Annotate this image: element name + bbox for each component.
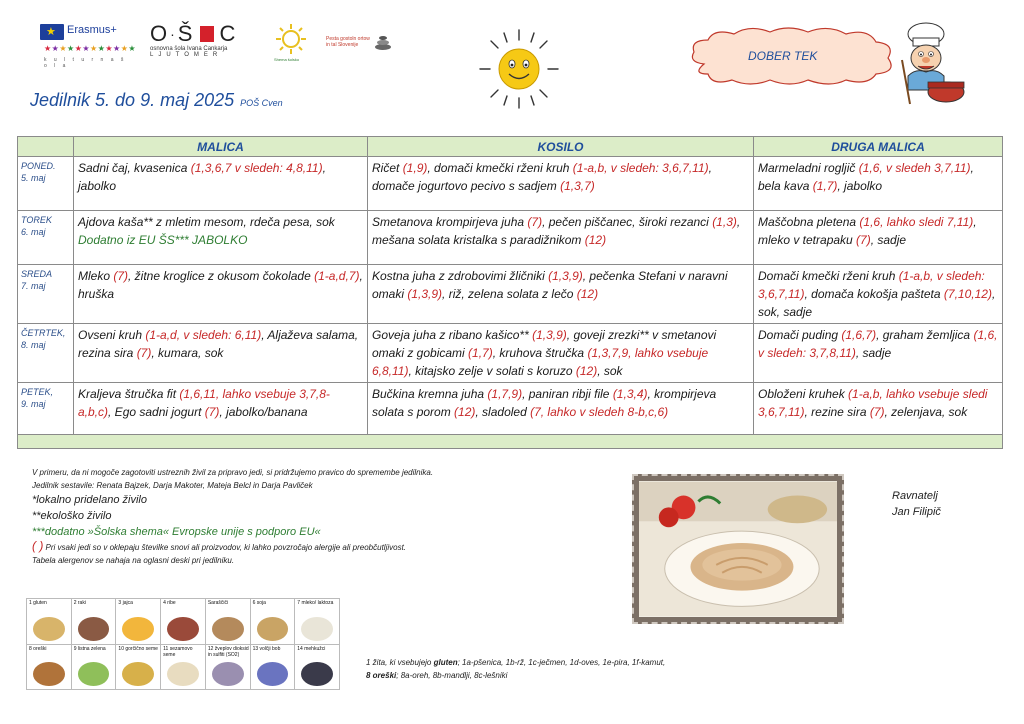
menu-cell-druga [754,211,1003,265]
dish-text: Domači puding [758,328,842,342]
note-eco: **ekološko živilo [32,510,112,522]
dish-text: , jabolko/banana [219,405,308,419]
allergen-food-icon [301,617,333,641]
allergen-cell [206,645,250,690]
menu-notes [32,466,592,567]
signature [892,488,941,520]
menu-day-name: TOREK [21,215,52,225]
menu-day-name: PONED. [21,161,56,171]
dish-text: , kumara, sok [151,346,224,360]
school-name: osnovna šola Ivana Cankarja [150,46,228,52]
allergen-food-icon [257,662,289,686]
menu-header-malica: MALICA [74,137,368,157]
dish-text: , pečenka Stefani v naravni omaki [372,269,728,301]
allergen-codes: (12) [584,233,607,247]
allergen-footnote [366,656,665,682]
allergen-food-icon [167,617,199,641]
menu-day-date: 5. maj [21,173,46,183]
chef-cartoon-icon [886,20,968,106]
dish-text: , mleko v tetrapaku [758,215,977,247]
menu-cell-kosilo [368,324,754,383]
allergen-cell [72,599,116,644]
menu-cell-malica [74,383,368,435]
allergen-codes: (1,6, lahko sledi 7,11) [859,215,974,229]
erasmus-stars-icon: ★★★★★★★★★★★★ [44,44,137,53]
signature-role: Ravnatelj [892,490,938,502]
note-local: *lokalno pridelano živilo [32,494,147,506]
menu-row [18,211,1003,265]
menu-cell-malica [74,211,368,265]
allergen-cell [116,645,160,690]
food-photo [632,474,844,624]
dish-text: , jabolko [78,161,326,193]
menu-cell-malica [74,265,368,324]
allergen-codes: (7) [856,233,871,247]
allergen-codes: (7) [113,269,129,283]
allergen-codes: (1,6, v sledeh 3,7,11) [858,161,971,175]
dish-text: , domače jogurtovo pecivo s sadjem [372,161,712,193]
allergen-codes: (1,7) [468,346,493,360]
menu-row [18,324,1003,383]
allergen-codes: (12) [575,364,598,378]
menu-day-cell [18,324,74,383]
menu-cell-kosilo [368,157,754,211]
dish-text: , domači kmečki rženi kruh [427,161,573,175]
dish-text: , bela kava [758,161,974,193]
allergen-food-icon [122,617,154,641]
allergen-food-icon [167,662,199,686]
menu-header-kosilo: KOSILO [368,137,754,157]
dish-text: , sadje [855,346,892,360]
menu-day-date: 7. maj [21,281,46,291]
erasmus-subtitle: k u l t u r n a š o l a [44,57,127,69]
signature-name: Jan Filipič [892,506,941,518]
allergen-label: 11 sezamovo seme [163,645,193,658]
erasmus-name: Erasmus+ [67,24,117,36]
dish-text: Obloženi kruhek [758,387,849,401]
dish-text: , graham žemljica [876,328,974,342]
dish-text: , pečen piščanec, široki rezanci [542,215,713,229]
pate-dish-photo [639,481,837,617]
allergen-codes: (1-a,b, v sledeh: 3,6,7,11) [758,269,985,301]
dish-text: , rezine sira [804,405,870,419]
note-allergen-info [32,540,592,554]
menu-header-day [18,137,74,157]
dish-text: Ajdova kaša** z mletim mesom, rdeča pesa, sok [78,215,335,229]
dish-text: Kostna juha z zdrobovimi žličniki [372,269,549,283]
allergen-food-icon [78,617,110,641]
tag-logo [326,22,396,62]
allergen-cell [251,599,295,644]
cloud-text: DOBER TEK [748,49,818,63]
dish-text: , sadje [870,233,907,247]
menu-row [18,383,1003,435]
menu-cell-kosilo [368,383,754,435]
allergen-label: 1 gluten [29,600,47,606]
menu-cell-druga [754,324,1003,383]
eu-addition-text: Dodatno iz EU ŠS*** JABOLKO [78,233,248,247]
allergen-codes: (1,3) [712,215,737,229]
allergen-cell [72,645,116,690]
allergen-food-icon [33,662,65,686]
dish-text: Marmeladni rogljič [758,161,859,175]
eco-sun-icon [274,22,308,56]
allergen-label: 10 gorčično seme [118,645,158,652]
allergen-label: 2 raki [73,600,86,606]
allergen-codes: (1,3,4) [612,387,648,401]
school-logo-letter-s: Š [177,21,196,46]
menu-cell-druga [754,383,1003,435]
dish-text: , sok [597,364,623,378]
dish-text: , goveji zrezki** v smetanovi omaki z gobicami [372,328,717,360]
allergen-codes: (1-a,b, lahko vsebuje sledi 3,6,7,11) [758,387,988,419]
dish-text: Smetanova krompirjeva juha [372,215,528,229]
menu-cell-malica [74,324,368,383]
dish-text: Ričet [372,161,403,175]
allergen-table [26,598,340,690]
allergen-label: 12 žveplov dioksid in sulfiti (SO2) [207,645,249,658]
allergen-food-icon [78,662,110,686]
allergen-food-icon [212,617,244,641]
dish-text: , krompirjeva solata s porom [372,387,717,419]
page-title-text: Jedilnik 5. do 9. maj 2025 [30,90,235,110]
menu-day-date: 8. maj [21,340,46,350]
page-subtitle: POŠ Cven [240,98,283,108]
menu-header-row [18,137,1003,157]
allergen-codes: (1,3,9) [407,287,443,301]
allergen-codes: (1,3,7) [560,179,595,193]
school-logo-red-square-icon [200,26,214,42]
menu-day-cell [18,157,74,211]
allergen-cell [295,645,339,690]
dish-text: Ovseni kruh [78,328,146,342]
erasmus-logo [40,22,137,69]
dish-text: Sadni čaj, kvasenica [78,161,191,175]
dish-text: , mešana solata kristalka s paradižnikom [372,215,741,247]
footnote-line-gluten [366,656,665,669]
allergen-food-icon [257,617,289,641]
note-school-scheme: ***dodatno »Šolska shema« Evropske unije s podporo EU« [32,526,321,538]
menu-day-date: 6. maj [21,227,46,237]
allergen-cell [27,599,71,644]
school-logo-letter-c: C [219,21,239,46]
menu-row [18,157,1003,211]
dish-text: , sok, sadje [758,287,996,319]
dish-text: , jabolko [837,179,883,193]
allergen-label: 3 jajca [118,600,133,606]
allergen-codes: (1,6, v sledeh: 3,7,8,11) [758,328,998,360]
menu-footer-bar [18,435,1003,449]
allergen-codes: (7) [136,346,152,360]
dish-text: , žitne kroglice z okusom čokolade [128,269,315,283]
footnote-gluten-list: ; 1a-pšenica, 1b-rž, 1c-ječmen, 1d-oves, 1e-pira, 1f-kamut, [457,658,666,667]
school-logo-letter-o: O [150,21,171,46]
allergen-cell [251,645,295,690]
allergen-cell [116,599,160,644]
allergen-label: 9 listna zelena [73,645,106,652]
dish-text: , paniran ribji file [522,387,613,401]
allergen-codes: (1,6,7) [841,328,877,342]
allergen-codes: (1,7,9) [487,387,523,401]
allergen-label: 14 mehkužci [297,645,326,652]
menu-cell-druga [754,265,1003,324]
allergen-codes: (7) [869,405,885,419]
allergen-label: 6 soja [252,600,266,606]
allergen-codes: (12) [454,405,476,419]
footnote-gluten-word: gluten [433,658,458,667]
allergen-codes: (1,6,11, lahko vsebuje 3,7,8-a,b,c) [78,387,330,419]
dish-text: Goveja juha z ribano kašico** [372,328,533,342]
menu-cell-kosilo [368,265,754,324]
allergen-codes: (7, lahko v sledeh 8-b,c,6) [530,405,669,419]
allergen-cell [206,599,250,644]
allergen-food-icon [301,662,333,686]
allergen-codes: (1,9) [402,161,428,175]
allergen-codes: (1,7) [812,179,838,193]
dish-text: Domači kmečki rženi kruh [758,269,899,283]
tag-logo-text: Pesta gostoln ortow in tal Slovenije [326,36,370,48]
allergen-codes: (1,3,6,7 v sledeh: 4,8,11) [190,161,323,175]
dish-text: , Ego sadni jogurt [108,405,205,419]
menu-row [18,265,1003,324]
menu-footer-row [18,435,1003,449]
dish-text: , riž, zelena solata z lečo [442,287,577,301]
allergen-label: 13 volčji bob [252,645,281,652]
menu-body [18,157,1003,435]
menu-day-name: ČETRTEK, [21,328,66,338]
menu-cell-malica [74,157,368,211]
allergen-food-icon [122,662,154,686]
footnote-gluten-lead: 1 žita, ki vsebujejo [366,658,434,667]
allergen-codes: (1,3,7,9, lahko vsebuje 6,8,11) [372,346,709,378]
dish-text: Mleko [78,269,114,283]
allergen-codes: (1,3,9) [548,269,583,283]
menu-day-name: PETEK, [21,387,54,397]
allergen-label: Saraščiči [207,600,229,606]
eco-logo [274,22,308,66]
allergen-codes: (1-a,d, v sledeh: 6,11) [145,328,262,342]
dish-text: , kitajsko zelje v solati s koruzo [408,364,576,378]
menu-table [17,136,1003,449]
dish-text: , sladoled [475,405,531,419]
menu-day-cell [18,265,74,324]
stone-stack-icon [374,34,392,50]
school-logo: O · Š C osnovna šola Ivana Cankarja LJUTOMER [150,22,256,68]
note-authors: Jedilnik sestavile: Renata Bajzek, Darja Makoter, Mateja Belcl in Darja Pavliček [32,481,313,490]
menu-day-cell [18,383,74,435]
footnote-nuts-list: ; 8a-oreh, 8b-mandlji, 8c-lešniki [396,671,508,680]
allergen-cell [27,645,71,690]
menu-header-druga-malica: DRUGA MALICA [754,137,1003,157]
smiling-sun-icon [476,26,562,112]
allergen-codes: (7) [527,215,543,229]
dish-text: Bučkina kremna juha [372,387,488,401]
page-title [30,90,283,111]
allergen-cell [161,645,205,690]
menu-day-name: SREDA [21,269,53,279]
allergen-codes: (12) [576,287,599,301]
allergen-codes: (7,10,12) [943,287,992,301]
allergen-label: 4 ribe [163,600,176,606]
footnote-line-nuts [366,669,665,682]
note-allergen-table: Tabela alergenov se nahaja na oglasni deski pri jedilniku. [32,556,235,565]
eu-flag-icon [40,24,64,40]
note-change-disclaimer: V primeru, da ni mogoče zagotoviti ustreznih živil za pripravo jedi, si pridržujemo pravico do spremembe jedilnika. [32,468,434,477]
dish-text: Maščobna pletena [758,215,860,229]
eco-logo-text: Shema šolsko [274,57,300,62]
allergen-label: 8 oreški [29,645,47,652]
dish-text: Kraljeva štručka fit [78,387,180,401]
allergen-codes: (1-a,d,7) [314,269,360,283]
dish-text: , Aljaževa salama, rezina sira [78,328,359,360]
footnote-nuts-word: 8 oreški [366,671,397,680]
allergen-codes: (1,3,9) [532,328,567,342]
dish-text: , zelenjava, sok [884,405,968,419]
dish-text: , domača kokošja pašteta [804,287,944,301]
allergen-cell [295,599,339,644]
dish-text: , hruška [78,269,363,301]
menu-cell-kosilo [368,211,754,265]
school-town: LJUTOMER [150,52,223,58]
menu-day-cell [18,211,74,265]
logo-row [40,22,396,68]
allergen-label: 7 mleko/ laktoza [297,600,334,606]
note-allergen-text: Pri vsaki jedi so v oklepaju številke snovi ali proizvodov, ki lahko povzročajo alergije ali preobčutljivost. [43,543,407,552]
menu-cell-druga [754,157,1003,211]
allergen-food-icon [33,617,65,641]
allergen-codes: (7) [204,405,220,419]
dish-text: , kruhova štručka [492,346,588,360]
allergen-cell [161,599,205,644]
allergen-food-icon [212,662,244,686]
note-paren-symbol: ( ) [32,539,44,553]
allergen-codes: (1-a,b, v sledeh: 3,6,7,11) [572,161,709,175]
menu-day-date: 9. maj [21,399,46,409]
